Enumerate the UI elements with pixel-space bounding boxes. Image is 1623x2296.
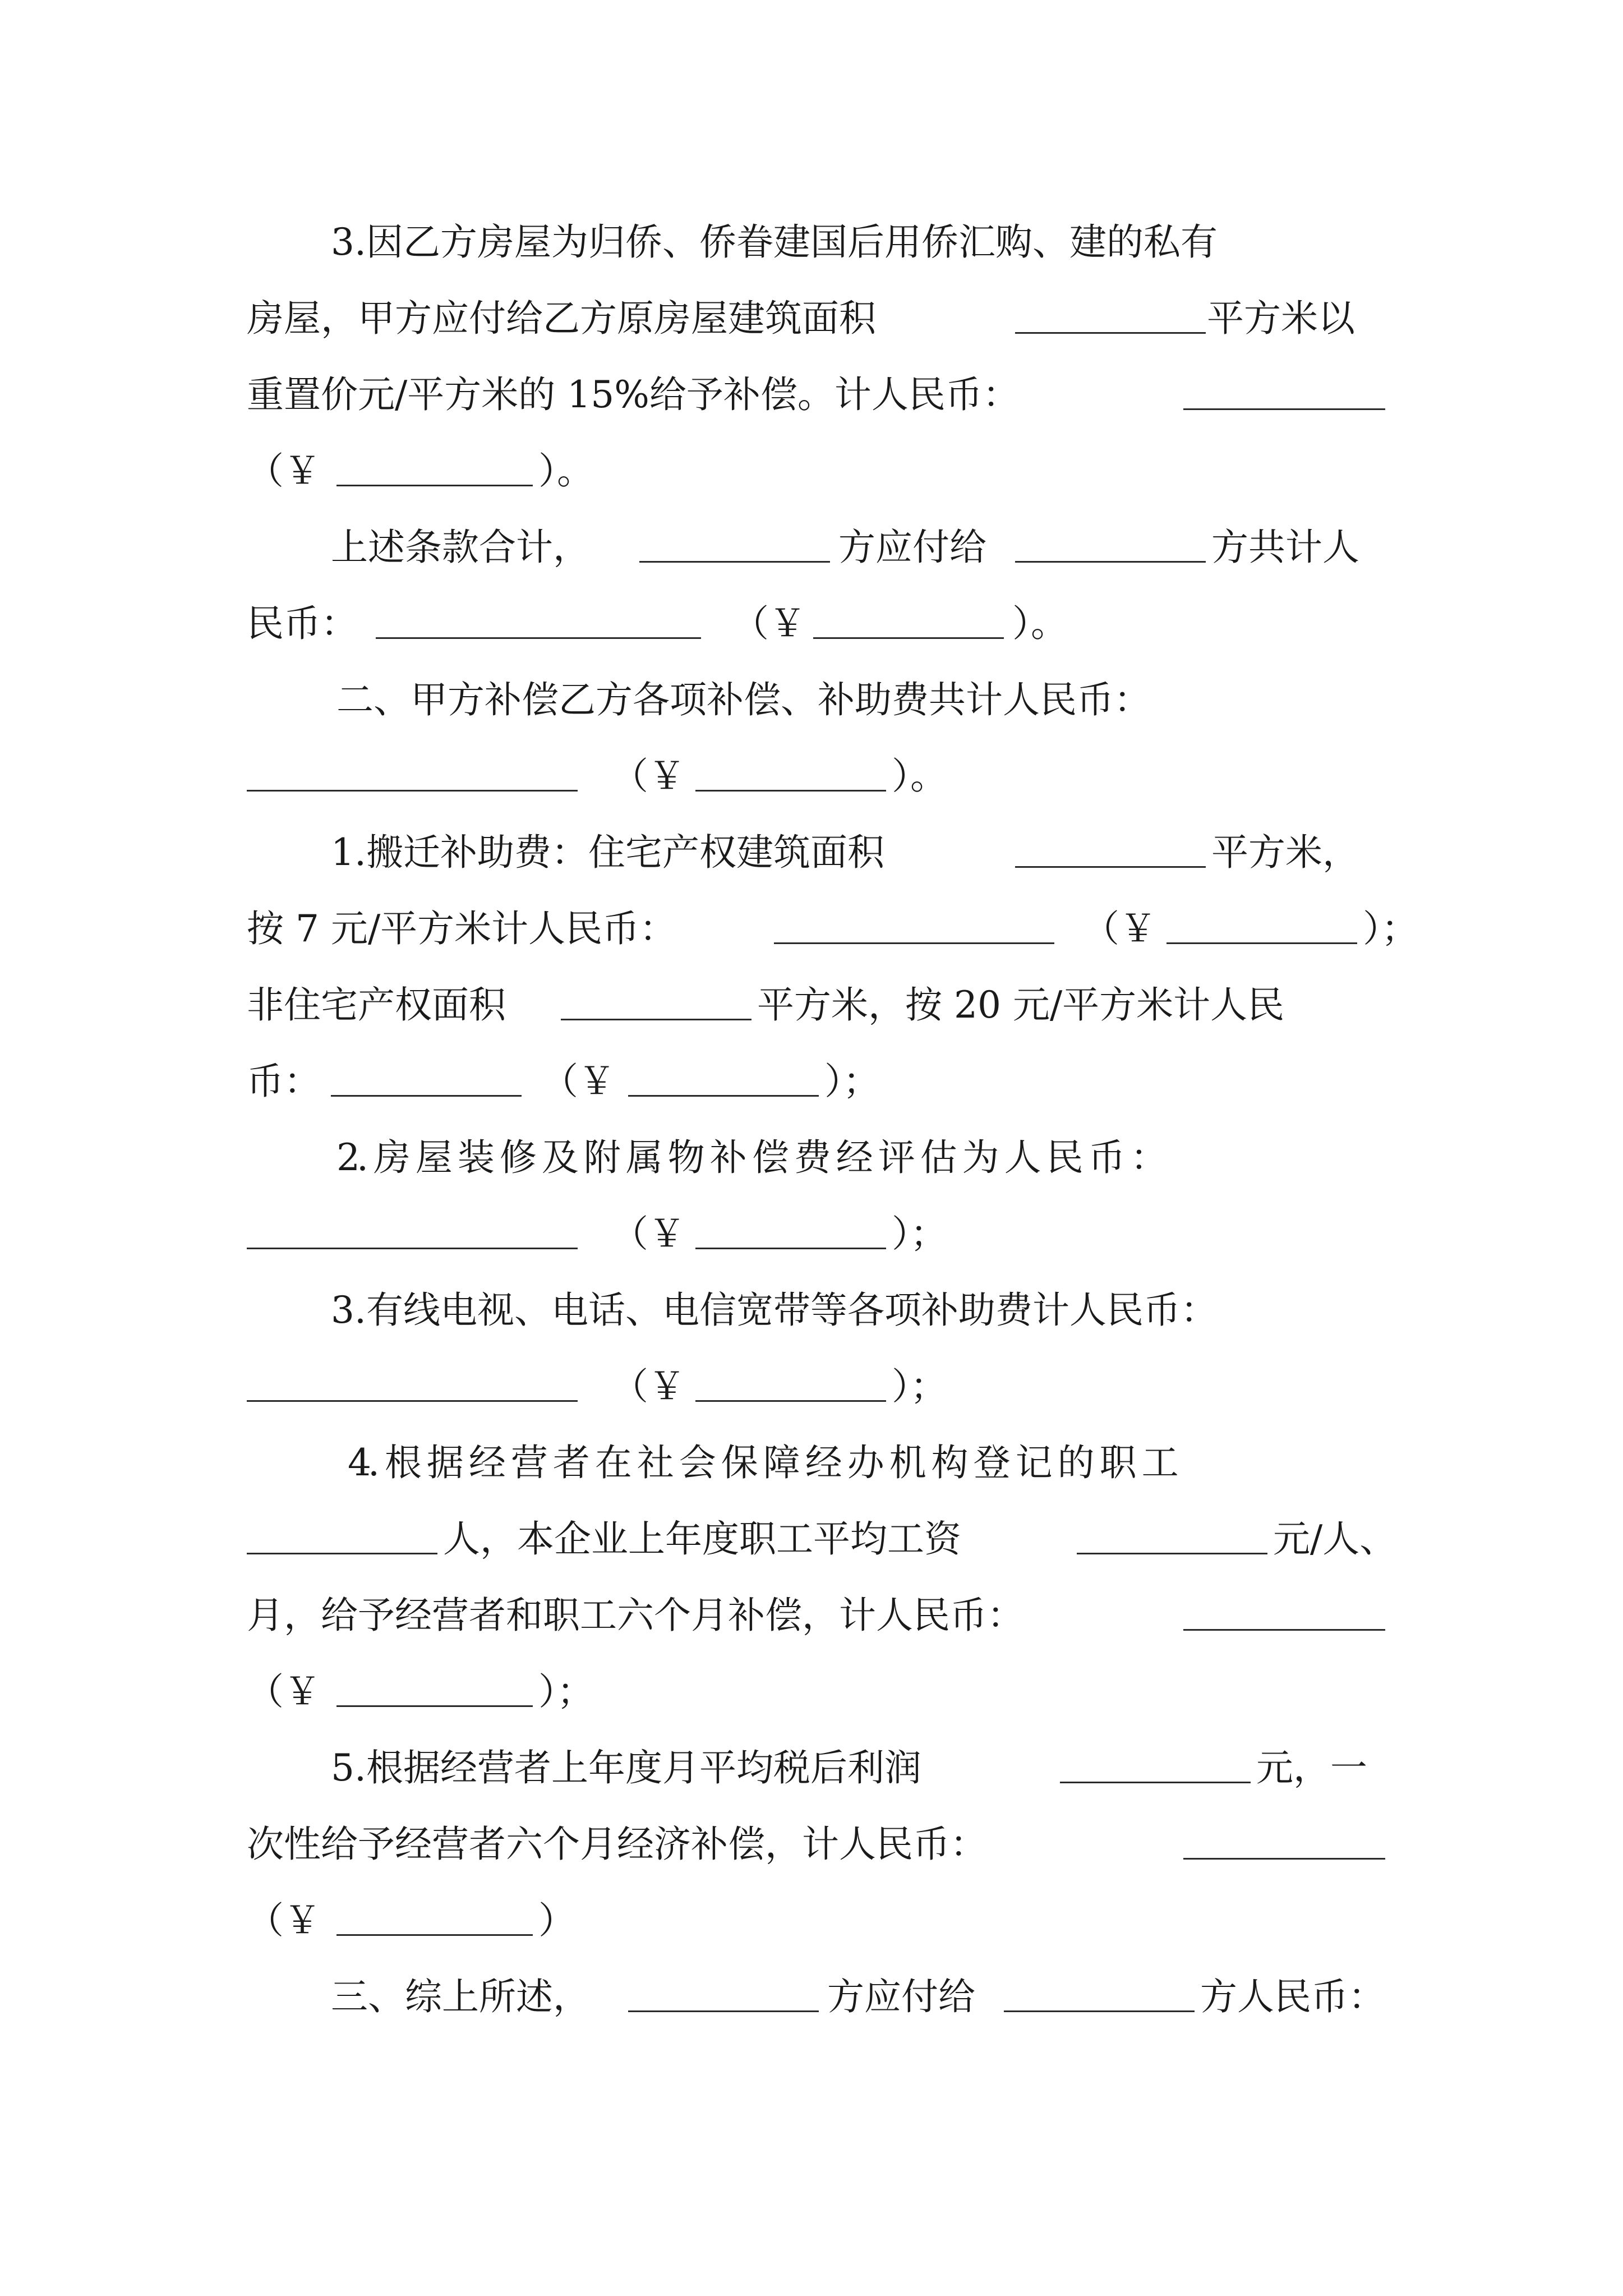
text-segment: 平方米，按 20 元/平方米计人民 [757,983,1285,1027]
text-segment: 月，给予经营者和职工六个月补偿，计人民币： [247,1594,1024,1637]
item-4-line-4 [247,1658,1385,1726]
average-wage-blank[interactable] [1077,1553,1267,1554]
text-segment: 二、甲方补偿乙方各项补偿、补助费共计人民币： [336,678,1151,721]
clause-3-line-4 [247,438,1385,505]
amount-blank[interactable] [331,1095,522,1097]
non-residential-area-blank[interactable] [561,1019,751,1020]
amount-blank[interactable] [247,1400,578,1402]
text-segment: 房屋，甲方应付给乙方原房屋建筑面积 [247,297,876,340]
item-1-line-1 [331,819,1385,886]
item-5-line-3 [247,1887,1385,1954]
item-2-line-1 [336,1124,1391,1191]
yuan-amount-blank[interactable] [813,637,1004,639]
text-segment: 重置价元/平方米的 15%给予补偿。计人民币： [247,373,1020,416]
text-segment: 方共计人 [1211,526,1359,569]
yuan-amount-blank[interactable] [336,1934,533,1936]
yuan-amount-blank[interactable] [1166,942,1357,944]
payee-blank[interactable] [1004,2010,1195,2012]
text-segment: ）； [824,1060,880,1103]
payee-blank[interactable] [1015,561,1206,563]
section-2-amount-line [247,743,1385,810]
text-segment: 非住宅产权面积 [247,983,506,1027]
item-4-line-2 [247,1506,1413,1573]
text-segment: ）。 [1012,602,1068,645]
text-segment: 1.搬迁补助费：住宅产权建筑面积 [331,831,884,874]
employee-count-blank[interactable] [247,1553,437,1554]
text-segment: 上述条款合计， [331,526,590,569]
yuan-amount-blank[interactable] [695,1400,886,1402]
subtotal-line-1 [331,514,1385,581]
text-segment: 3.有线电视、电话、电信宽带等各项补助费计人民币： [331,1289,1218,1332]
text-segment: 平方米， [1211,831,1359,874]
text-segment: 2. 房 屋 装 修 及 附 属 物 补 偿 费 经 评 估 为 人 民 币 ： [336,1136,1164,1179]
text-segment: （￥ [1082,907,1156,950]
text-segment: 元，一 [1256,1746,1367,1789]
item-3-line-2 [247,1353,1385,1420]
text-segment: ） [538,1899,575,1942]
payer-blank[interactable] [628,2010,819,2012]
item-5-line-1 [331,1734,1385,1802]
yuan-amount-blank[interactable] [628,1095,819,1097]
yuan-amount-blank[interactable] [336,485,533,486]
amount-blank[interactable] [247,1248,578,1249]
text-segment: （￥ [247,449,321,493]
item-4-line-1 [348,1429,1402,1497]
text-segment: （￥ [541,1060,615,1103]
amount-blank[interactable] [1183,408,1385,410]
text-segment: ）； [1363,907,1418,950]
text-segment: （￥ [732,602,806,645]
amount-blank[interactable] [247,790,578,792]
amount-blank[interactable] [376,637,701,639]
amount-blank[interactable] [1183,1629,1385,1631]
amount-blank[interactable] [1183,1858,1385,1860]
text-segment: 元/人、 [1273,1517,1397,1561]
text-segment: 方人民币： [1200,1975,1385,2018]
item-1-line-4 [247,1048,1385,1115]
subtotal-line-2 [247,590,1385,657]
text-segment: 次性给予经营者六个月经济补偿，计人民币： [247,1823,987,1866]
payer-blank[interactable] [639,561,830,563]
text-segment: 三、综上所述， [331,1975,590,2018]
text-segment: 3.因乙方房屋为归侨、侨眷建国后用侨汇购、建的私有 [331,220,1218,264]
text-segment: ）； [892,1212,947,1255]
item-1-line-2 [247,895,1418,963]
clause-3-line-1 [331,209,1385,276]
text-segment: （￥ [247,1670,321,1713]
item-2-line-2 [247,1200,1385,1268]
text-segment: （￥ [611,754,685,798]
yuan-amount-blank[interactable] [695,790,886,792]
residential-area-blank[interactable] [1015,866,1206,868]
section-3-line-1 [331,1963,1385,2031]
section-2-heading [336,666,1391,734]
text-segment: （￥ [611,1212,685,1255]
text-segment: （￥ [247,1899,321,1942]
item-5-line-2 [247,1811,1385,1878]
item-3-line-1 [331,1277,1396,1344]
item-4-line-3 [247,1582,1385,1649]
text-segment: 方应付给 [827,1975,975,2018]
text-segment: 平方米以 [1207,297,1355,340]
yuan-amount-blank[interactable] [336,1705,533,1707]
text-segment: ）； [538,1670,594,1713]
text-segment: ）； [892,1365,947,1408]
yuan-amount-blank[interactable] [695,1248,886,1249]
text-segment: 5.根据经营者上年度月平均税后利润 [331,1746,921,1789]
clause-3-line-2 [247,285,1385,352]
text-segment: 民币： [247,602,358,645]
text-segment: （￥ [611,1365,685,1408]
clause-3-line-3 [247,361,1385,429]
text-segment: 按 7 元/平方米计人民币： [247,907,677,950]
text-segment: 方应付给 [838,526,986,569]
monthly-profit-blank[interactable] [1060,1782,1251,1783]
text-segment: ）。 [538,449,594,493]
text-segment: 人，本企业上年度职工平均工资 [443,1517,961,1561]
item-1-line-3 [247,972,1385,1039]
amount-blank[interactable] [774,942,1054,944]
area-blank[interactable] [1015,332,1206,334]
text-segment: 币： [247,1060,321,1103]
text-segment: 4. 根 据 经 营 者 在 社 会 保 障 经 办 机 构 登 记 的 职 工 [348,1441,1175,1484]
text-segment: ）。 [892,754,947,798]
